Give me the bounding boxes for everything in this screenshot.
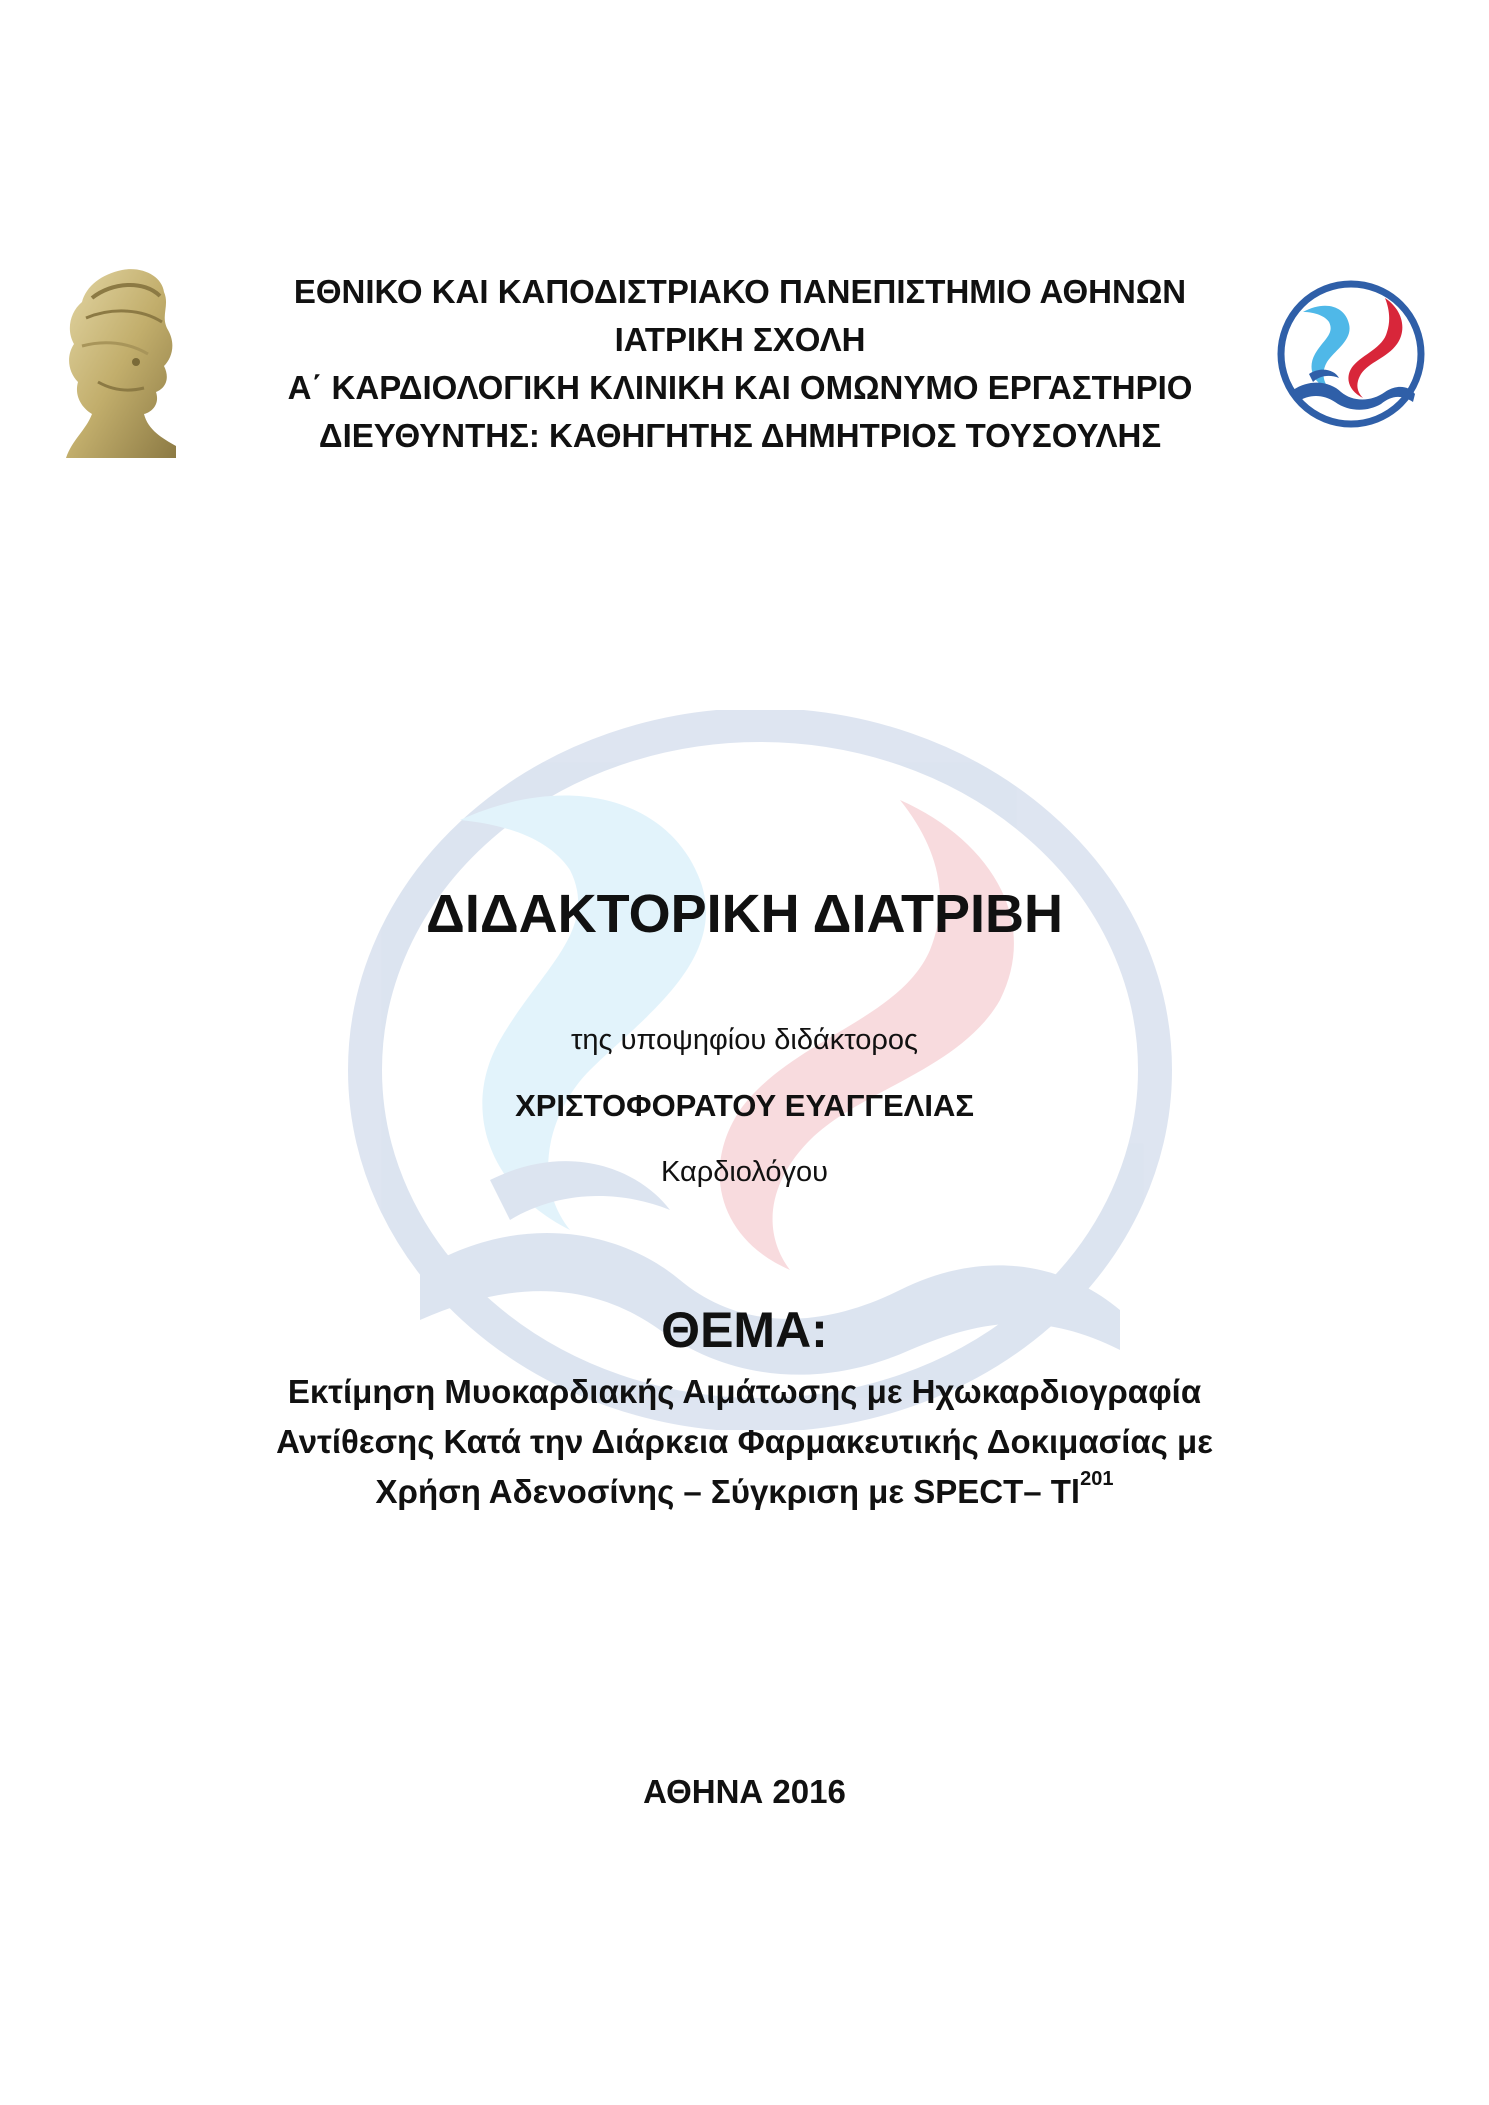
subject-label: ΘΕΜΑ: [661, 1302, 828, 1358]
page-title: ΔΙΔΑΚΤΟΡΙΚΗ ΔΙΑΤΡΙΒΗ [426, 884, 1063, 944]
candidate-intro: της υποψηφίου διδάκτορος [570, 1024, 919, 1056]
institution-header [220, 268, 1260, 460]
school-name: ΙΑΤΡΙΚΗ ΣΧΟΛΗ [614, 321, 866, 358]
flame-wave-emblem-icon [1275, 278, 1427, 430]
candidate-name: ΧΡΙΣΤΟΦΟΡΑΤΟΥ ΕΥΑΓΓΕΛΙΑΣ [515, 1088, 974, 1123]
university-name: ΕΘΝΙΚΟ ΚΑΙ ΚΑΠΟΔΙΣΤΡΙΑΚΟ ΠΑΝΕΠΙΣΤΗΜΙΟ ΑΘΗΝΩΝ [293, 273, 1187, 310]
place-and-year: ΑΘΗΝΑ 2016 [643, 1773, 846, 1810]
subject-line-1: Εκτίμηση Μυοκαρδιακής Αιμάτωσης με Ηχωκαρδιογραφία [287, 1373, 1202, 1410]
subject-line-2: Αντίθεσης Κατά την Διάρκεια Φαρμακευτικής Δοκιμασίας με [276, 1423, 1213, 1460]
subject-line-3-text: Χρήση Αδενοσίνης – Σύγκριση με SPECT– Tl [375, 1473, 1081, 1510]
subject-line-3 [160, 1467, 1329, 1517]
director-line: ΔΙΕΥΘΥΝΤΗΣ: ΚΑΘΗΓΗΤΗΣ ΔΗΜΗΤΡΙΟΣ ΤΟΥΣΟΥΛΗΣ [318, 417, 1162, 454]
clinic-name: Α΄ ΚΑΡΔΙΟΛΟΓΙΚΗ ΚΛΙΝΙΚΗ ΚΑΙ ΟΜΩΝΥΜΟ ΕΡΓΑΣΤΗΡΙΟ [287, 369, 1193, 406]
athena-head-icon [52, 262, 186, 462]
subject-text [160, 1367, 1329, 1517]
isotope-superscript: 201 [1080, 1468, 1114, 1490]
candidate-role: Καρδιολόγου [660, 1156, 829, 1188]
